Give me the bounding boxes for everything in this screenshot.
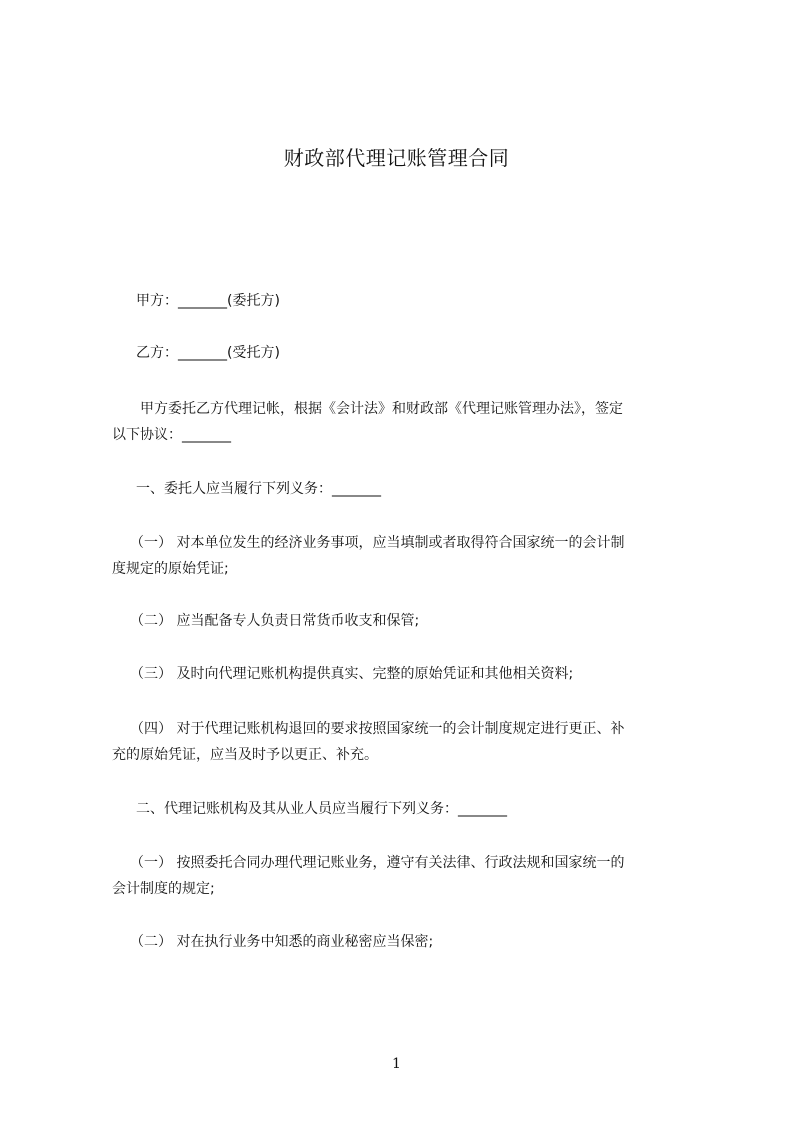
- section-1-heading: 一、委托人应当履行下列义务：_______: [136, 481, 381, 497]
- document-title: 财政部代理记账管理合同: [283, 146, 510, 170]
- section-1-item-3: （三） 及时向代理记账机构提供真实、完整的原始凭证和其他相关资料;: [130, 666, 574, 682]
- party-a-role: (委托方): [227, 293, 280, 309]
- section-2-item-1-line-1: （一） 按照委托合同办理代理记账业务，遵守有关法律、行政法规和国家统一的: [130, 855, 625, 871]
- section-1-item-1-line-2: 度规定的原始凭证;: [112, 561, 229, 577]
- party-a-label: 甲方：: [136, 293, 178, 309]
- section-2-item-2: （二） 对在执行业务中知悉的商业秘密应当保密;: [130, 934, 434, 950]
- section-1-item-2: （二） 应当配备专人负责日常货币收支和保管;: [130, 613, 420, 629]
- party-a-line: [136, 288, 706, 314]
- section-1-item-4-line-1: （四） 对于代理记账机构退回的要求按照国家统一的会计制度规定进行更正、补: [130, 721, 625, 737]
- preamble-line-2: 以下协议：_______: [112, 427, 231, 443]
- section-1-item-1-line-1: （一） 对本单位发生的经济业务事项，应当填制或者取得符合国家统一的会计制: [130, 535, 625, 551]
- party-b-line: [136, 340, 706, 366]
- party-a-blank: _______: [178, 293, 227, 309]
- party-b-role: (受托方): [227, 345, 280, 361]
- section-2-item-1-line-2: 会计制度的规定;: [112, 881, 215, 897]
- page-number: 1: [392, 1056, 401, 1072]
- preamble-line-1: 甲方委托乙方代理记帐，根据《会计法》和财政部《代理记账管理办法》，签定: [140, 401, 623, 417]
- section-1-item-4-line-2: 充的原始凭证，应当及时予以更正、补充。: [112, 747, 378, 763]
- party-b-blank: _______: [178, 345, 227, 361]
- section-2-heading: 二、代理记账机构及其从业人员应当履行下列义务：_______: [136, 801, 507, 817]
- party-b-label: 乙方：: [136, 345, 178, 361]
